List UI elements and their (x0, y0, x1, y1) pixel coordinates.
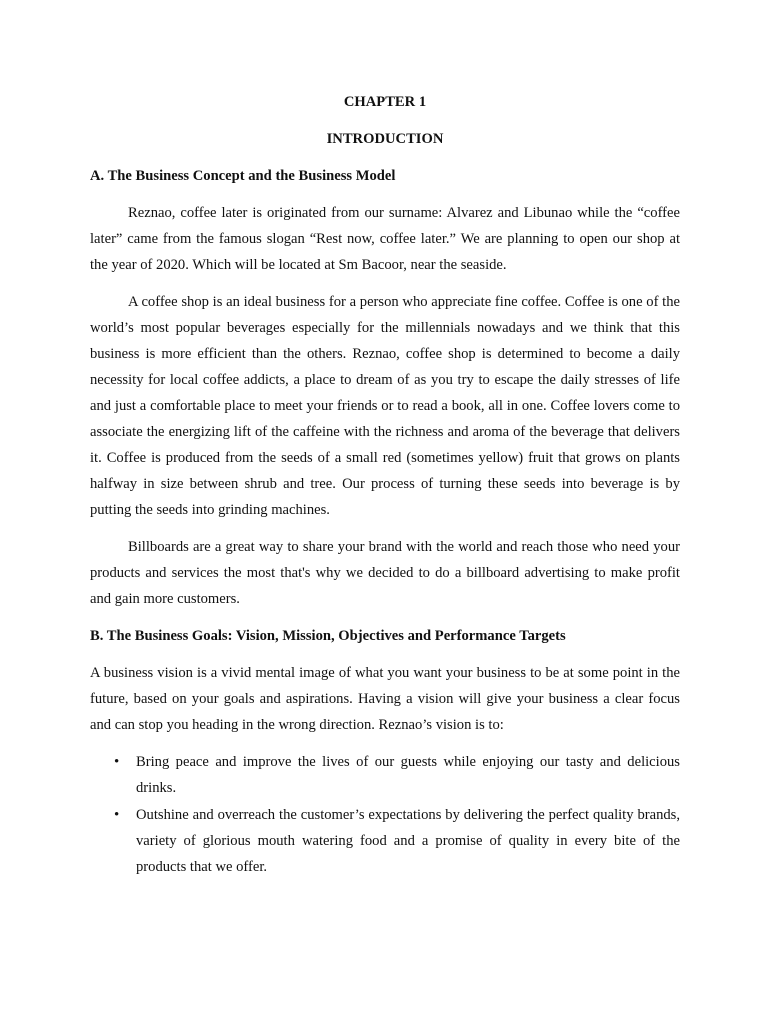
chapter-title: INTRODUCTION (326, 131, 444, 147)
bullet-icon: • (114, 807, 120, 823)
paragraph-origin: Reznao, coffee later is originated from our surname: Alvarez and Libunao while the “coffee later” came from the famous slogan “Rest now, coffee later.” We are planning to open our shop at the year of 2020. Which will be located at Sm Bacoor, near the seaside. (90, 205, 680, 273)
bullet-text: Outshine and overreach the customer’s expectations by delivering the perfect quality brands, variety of glorious mouth watering food and a promise of quality in every bite of the products that we offer. (136, 807, 680, 875)
section-b-heading: B. The Business Goals: Vision, Mission, Objectives and Performance Targets (90, 628, 566, 644)
chapter-label: CHAPTER 1 (343, 94, 427, 110)
vision-bullet-list (90, 749, 680, 880)
paragraph-coffee-shop: A coffee shop is an ideal business for a person who appreciate fine coffee. Coffee is one of the world’s most popular beverages especially for the millennials nowadays and we think that this business is more efficient than the others. Reznao, coffee shop is determined to become a daily necessity for local coffee addicts, a place to dream of as you try to escape the daily stresses of life and just a comfortable place to meet your friends or to read a book, all in one. Coffee lovers come to associate the energizing lift of the caffeine with the richness and aroma of the beverage that delivers it. Coffee is produced from the seeds of a small red (sometimes yellow) fruit that grows on plants halfway in size between shrub and tree. Our process of turning these seeds into beverage is by putting the seeds into grinding machines. (90, 294, 680, 518)
bullet-icon: • (114, 754, 120, 770)
paragraph-billboards: Billboards are a great way to share your brand with the world and reach those who need your products and services the most that's why we decided to do a billboard advertising to make profit and gain more customers. (90, 539, 680, 607)
bullet-text: Bring peace and improve the lives of our guests while enjoying our tasty and delicious drinks. (136, 754, 680, 796)
list-item (90, 749, 680, 801)
section-a-heading: A. The Business Concept and the Business Model (90, 168, 396, 184)
paragraph-vision-intro: A business vision is a vivid mental image of what you want your business to be at some point in the future, based on your goals and aspirations. Having a vision will give your business a clear focus and can stop you heading in the wrong direction. Reznao’s vision is to: (90, 665, 680, 733)
list-item (90, 802, 680, 880)
